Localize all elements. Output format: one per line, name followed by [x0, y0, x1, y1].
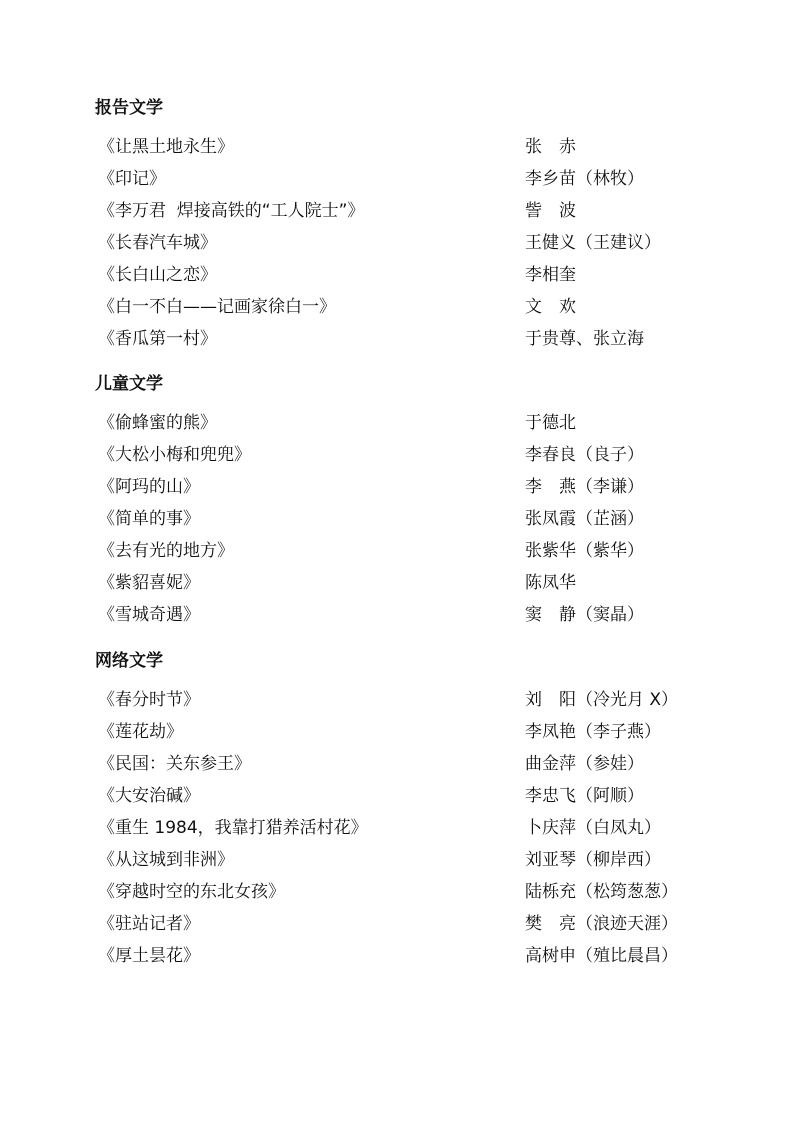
list-item — [0, 232, 794, 264]
author-name: 陆栎充（松筠葱葱） — [525, 882, 678, 902]
list-item — [0, 849, 794, 881]
list-item — [0, 753, 794, 785]
work-title: 《印记》 — [98, 169, 166, 189]
list-item — [0, 689, 794, 721]
work-title: 《民国：关东参王》 — [98, 754, 251, 774]
author-name: 刘 阳（冷光月 X） — [525, 690, 679, 710]
work-title: 《白一不白——记画家徐白一》 — [98, 297, 336, 317]
author-name: 窦 静（窦晶） — [525, 605, 644, 625]
work-title: 《从这城到非洲》 — [98, 850, 234, 870]
list-item — [0, 296, 794, 328]
author-name: 张 赤 — [525, 137, 576, 157]
list-item — [0, 945, 794, 977]
list-item — [0, 200, 794, 232]
author-name: 于德北 — [525, 413, 576, 433]
work-title: 《偷蜂蜜的熊》 — [98, 413, 217, 433]
list-item — [0, 264, 794, 296]
author-name: 王健义（王建议） — [525, 233, 661, 253]
list-item — [0, 168, 794, 200]
list-item — [0, 817, 794, 849]
list-item — [0, 476, 794, 508]
entry-list — [0, 689, 794, 977]
entry-list — [0, 136, 794, 360]
section-heading: 网络文学 — [95, 651, 163, 671]
author-name: 张紫华（紫华） — [525, 541, 644, 561]
author-name: 陈凤华 — [525, 573, 576, 593]
author-name: 文 欢 — [525, 297, 576, 317]
work-title: 《穿越时空的东北女孩》 — [98, 882, 285, 902]
author-name: 李相奎 — [525, 265, 576, 285]
work-title: 《香瓜第一村》 — [98, 329, 217, 349]
work-title: 《长白山之恋》 — [98, 265, 217, 285]
list-item — [0, 328, 794, 360]
list-item — [0, 785, 794, 817]
section-heading: 报告文学 — [95, 98, 163, 118]
work-title: 《驻站记者》 — [98, 914, 200, 934]
author-name: 李凤艳（李子燕） — [525, 722, 661, 742]
work-title: 《让黑土地永生》 — [98, 137, 234, 157]
work-title: 《重生 1984，我靠打猎养活村花》 — [98, 818, 368, 838]
work-title: 《厚土昙花》 — [98, 946, 200, 966]
author-name: 刘亚琴（柳岸西） — [525, 850, 661, 870]
author-name: 李乡苗（林牧） — [525, 169, 644, 189]
work-title: 《大松小梅和兜兜》 — [98, 445, 251, 465]
list-item — [0, 412, 794, 444]
author-name: 李忠飞（阿顺） — [525, 786, 644, 806]
author-name: 樊 亮（浪迹天涯） — [525, 914, 678, 934]
work-title: 《简单的事》 — [98, 509, 200, 529]
list-item — [0, 721, 794, 753]
list-item — [0, 913, 794, 945]
work-title: 《紫貂喜妮》 — [98, 573, 200, 593]
work-title: 《莲花劫》 — [98, 722, 183, 742]
section-heading: 儿童文学 — [95, 374, 163, 394]
author-name: 卜庆萍（白凤丸） — [525, 818, 661, 838]
author-name: 张凤霞（芷涵） — [525, 509, 644, 529]
work-title: 《大安治碱》 — [98, 786, 200, 806]
work-title: 《春分时节》 — [98, 690, 200, 710]
work-title: 《去有光的地方》 — [98, 541, 234, 561]
list-item — [0, 572, 794, 604]
list-item — [0, 540, 794, 572]
list-item — [0, 881, 794, 913]
list-item — [0, 444, 794, 476]
list-item — [0, 136, 794, 168]
work-title: 《雪城奇遇》 — [98, 605, 200, 625]
work-title: 《阿玛的山》 — [98, 477, 200, 497]
author-name: 李 燕（李谦） — [525, 477, 644, 497]
work-title: 《李万君 焊接高铁的“工人院士”》 — [98, 201, 365, 221]
entry-list — [0, 412, 794, 636]
list-item — [0, 604, 794, 636]
work-title: 《长春汽车城》 — [98, 233, 217, 253]
author-name: 曲金萍（参娃） — [525, 754, 644, 774]
author-name: 訾 波 — [525, 201, 576, 221]
list-item — [0, 508, 794, 540]
author-name: 李春良（良子） — [525, 445, 644, 465]
author-name: 于贵尊、张立海 — [525, 329, 644, 349]
author-name: 高树申（殖比晨昌） — [525, 946, 678, 966]
